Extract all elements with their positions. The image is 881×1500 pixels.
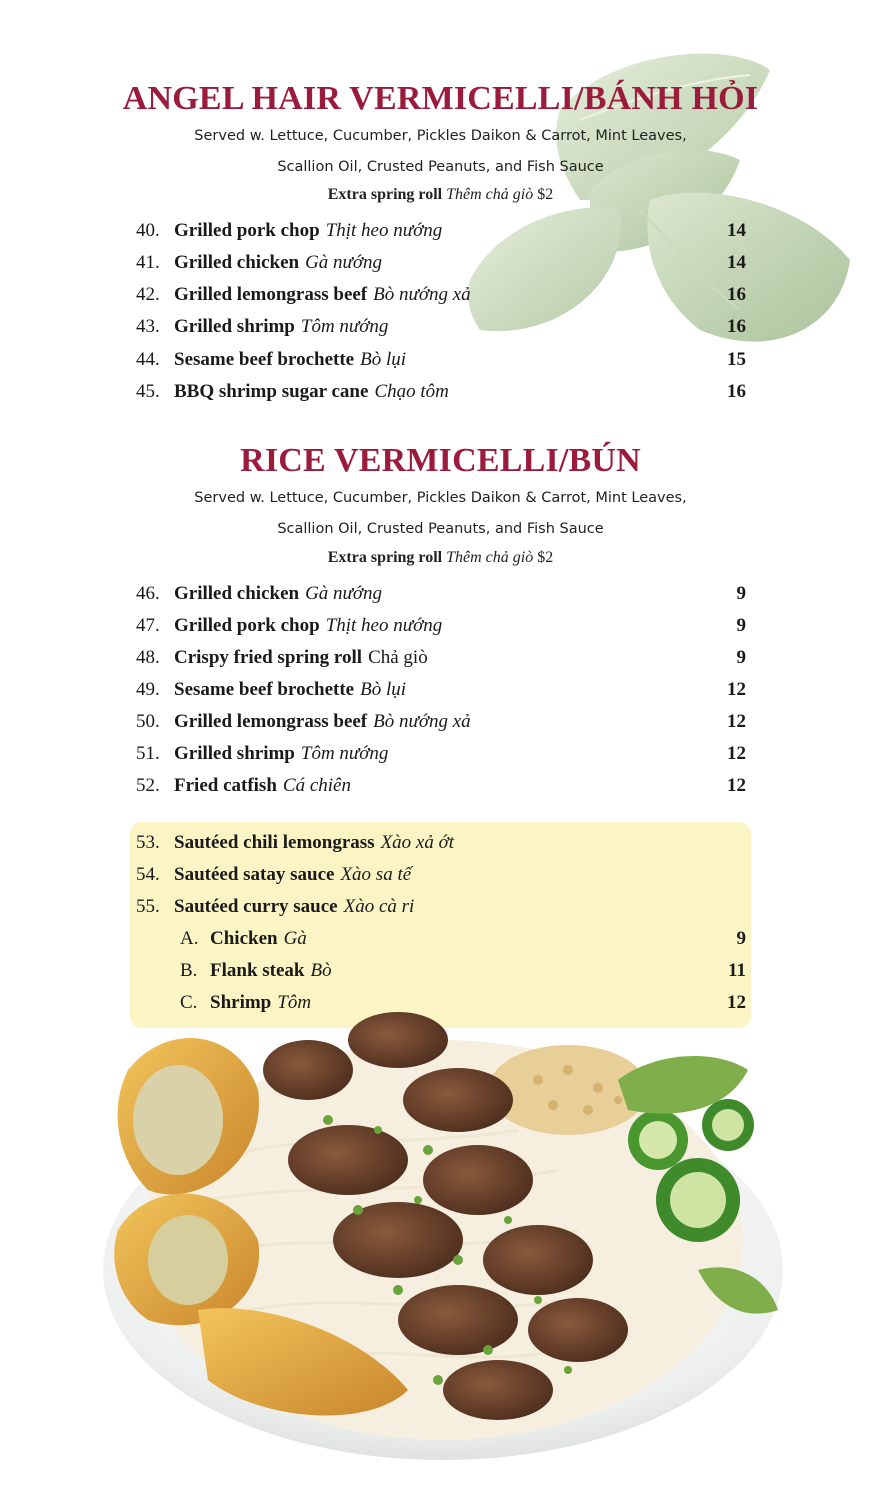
item-name: Grilled pork chop Thịt heo nướng	[174, 615, 443, 636]
item-viet-name: Cá chiên	[282, 775, 351, 796]
item-name: Grilled chicken Gà nướng	[174, 252, 383, 273]
item-number: 53.	[136, 832, 160, 853]
item-number: 51.	[136, 743, 160, 764]
item-name: Grilled pork chop Thịt heo nướng	[174, 220, 443, 241]
item-viet-name: Tôm nướng	[300, 316, 389, 337]
item-viet-name: Thịt heo nướng	[325, 220, 443, 241]
item-price: 14	[727, 252, 746, 273]
option-b	[180, 956, 746, 986]
item-viet-name: Bò nướng xả	[373, 711, 471, 732]
option-name: Shrimp Tôm	[210, 992, 312, 1013]
item-name: BBQ shrimp sugar cane Chạo tôm	[174, 381, 449, 402]
menu-item-42	[136, 280, 746, 310]
item-price: 12	[727, 743, 746, 764]
menu-item-46	[136, 579, 746, 609]
item-name: Sesame beef brochette Bò lụi	[174, 349, 407, 370]
item-name: Crispy fried spring roll Chả giò	[174, 647, 428, 668]
extra-price: $2	[537, 186, 554, 203]
option-letter: C.	[180, 992, 198, 1013]
menu-item-53	[136, 828, 746, 858]
item-number: 42.	[136, 284, 160, 305]
item-name: Fried catfish Cá chiên	[174, 775, 351, 796]
item-viet-name: Gà nướng	[305, 583, 383, 604]
menu-item-41	[136, 248, 746, 278]
item-number: 50.	[136, 711, 160, 732]
item-viet-name: Xào xả ớt	[380, 832, 455, 853]
item-number: 44.	[136, 349, 160, 370]
option-letter: B.	[180, 960, 198, 981]
item-name: Grilled shrimp Tôm nướng	[174, 316, 389, 337]
item-number: 47.	[136, 615, 160, 636]
extra-price: $2	[537, 549, 554, 566]
menu-item-51	[136, 739, 746, 769]
option-viet-name: Gà	[283, 928, 307, 949]
option-a	[180, 924, 746, 954]
item-name: Sesame beef brochette Bò lụi	[174, 679, 407, 700]
extra-spring-roll-note	[0, 549, 881, 567]
option-price: 11	[728, 960, 746, 981]
menu-item-44	[136, 345, 746, 375]
item-number: 48.	[136, 647, 160, 668]
menu-item-40	[136, 216, 746, 246]
item-viet-name: Chả giò	[368, 647, 428, 668]
option-name: Chicken Gà	[210, 928, 307, 949]
item-viet-name: Gà nướng	[305, 252, 383, 273]
item-number: 43.	[136, 316, 160, 337]
item-name: Grilled lemongrass beef Bò nướng xả	[174, 284, 471, 305]
option-name: Flank steak Bò	[210, 960, 332, 981]
section-title-rice-vermicelli: RICE VERMICELLI/BÚN	[240, 442, 641, 479]
item-viet-name: Bò lụi	[360, 349, 407, 370]
item-name: Sautéed chili lemongrass Xào xả ớt	[174, 832, 455, 853]
option-viet-name: Tôm	[277, 992, 312, 1013]
extra-label: Extra spring roll	[327, 186, 443, 203]
menu-item-48	[136, 643, 746, 673]
served-with-line-1: Served w. Lettuce, Cucumber, Pickles Daikon & Carrot, Mint Leaves,	[194, 490, 687, 506]
menu-item-45	[136, 377, 746, 407]
option-price: 12	[727, 992, 746, 1013]
item-price: 9	[736, 615, 746, 636]
option-letter: A.	[180, 928, 199, 949]
option-viet-name: Bò	[310, 960, 332, 981]
item-price: 16	[727, 316, 746, 337]
item-number: 52.	[136, 775, 160, 796]
item-price: 16	[727, 381, 746, 402]
item-name: Sautéed curry sauce Xào cà ri	[174, 896, 415, 917]
section-title-angel-hair: ANGEL HAIR VERMICELLI/BÁNH HỎI	[122, 80, 759, 117]
item-number: 41.	[136, 252, 160, 273]
item-name: Grilled shrimp Tôm nướng	[174, 743, 389, 764]
item-price: 12	[727, 711, 746, 732]
item-viet-name: Xào sa tế	[340, 864, 412, 885]
extra-viet: Thêm chả giò	[446, 549, 534, 566]
served-with-line-2: Scallion Oil, Crusted Peanuts, and Fish Sauce	[277, 159, 604, 175]
item-name: Grilled chicken Gà nướng	[174, 583, 383, 604]
menu-item-50	[136, 707, 746, 737]
option-price: 9	[736, 928, 746, 949]
item-price: 9	[736, 583, 746, 604]
menu-item-43	[136, 312, 746, 342]
menu-item-49	[136, 675, 746, 705]
item-price: 15	[727, 349, 746, 370]
extra-spring-roll-note	[0, 186, 881, 204]
item-price: 9	[736, 647, 746, 668]
served-with-line-1: Served w. Lettuce, Cucumber, Pickles Daikon & Carrot, Mint Leaves,	[194, 128, 687, 144]
extra-viet: Thêm chả giò	[446, 186, 534, 203]
item-price: 14	[727, 220, 746, 241]
item-number: 49.	[136, 679, 160, 700]
item-viet-name: Bò lụi	[360, 679, 407, 700]
item-price: 12	[727, 679, 746, 700]
item-viet-name: Bò nướng xả	[373, 284, 471, 305]
menu-item-47	[136, 611, 746, 641]
item-price: 16	[727, 284, 746, 305]
vermicelli-bowl-photo	[98, 1010, 788, 1460]
item-name: Sautéed satay sauce Xào sa tế	[174, 864, 412, 885]
item-number: 45.	[136, 381, 160, 402]
menu-item-52	[136, 771, 746, 801]
served-with-line-2: Scallion Oil, Crusted Peanuts, and Fish Sauce	[277, 521, 604, 537]
item-viet-name: Chạo tôm	[374, 381, 449, 402]
item-viet-name: Thịt heo nướng	[325, 615, 443, 636]
item-number: 46.	[136, 583, 160, 604]
item-price: 12	[727, 775, 746, 796]
menu-item-54	[136, 860, 746, 890]
item-viet-name: Xào cà ri	[343, 896, 415, 917]
item-number: 40.	[136, 220, 160, 241]
item-name: Grilled lemongrass beef Bò nướng xả	[174, 711, 471, 732]
item-number: 55.	[136, 896, 160, 917]
menu-item-55	[136, 892, 746, 922]
item-number: 54.	[136, 864, 160, 885]
extra-label: Extra spring roll	[327, 549, 443, 566]
item-viet-name: Tôm nướng	[300, 743, 389, 764]
